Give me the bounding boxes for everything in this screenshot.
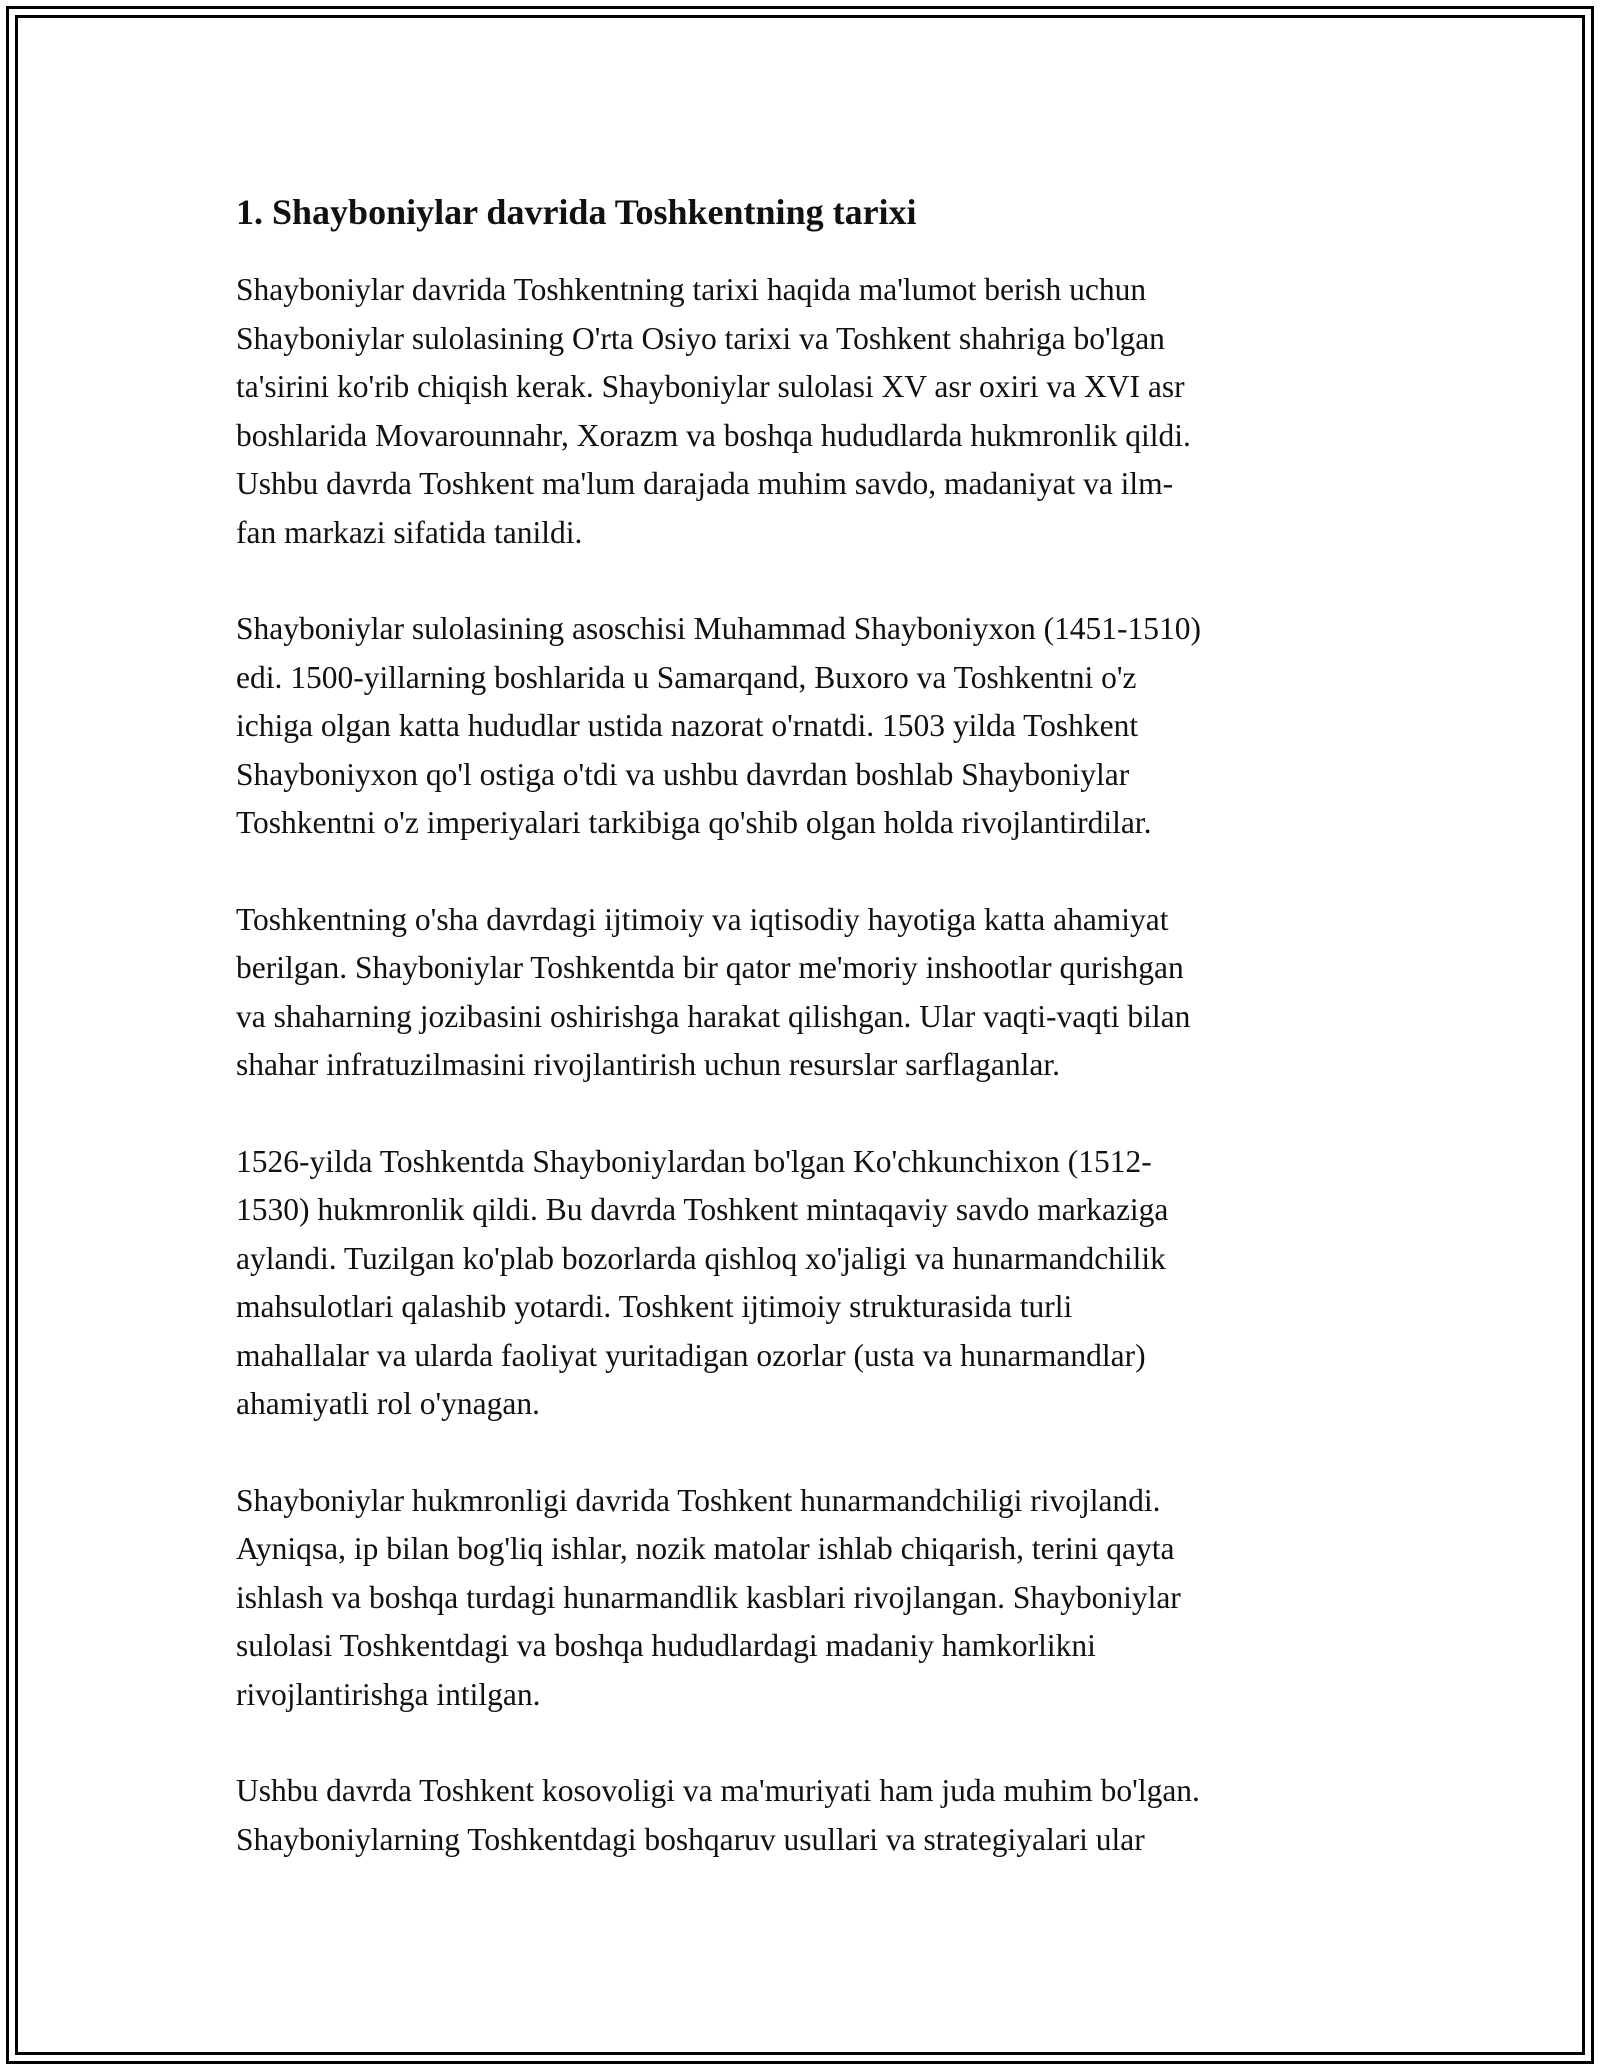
text-line: Ayniqsa, ip bilan bog'liq ishlar, nozik matolar ishlab chiqarish, terini qayta <box>236 1531 1175 1566</box>
text-line: ta'sirini ko'rib chiqish kerak. Shayboniylar sulolasi XV asr oxiri va XVI asr <box>236 369 1185 404</box>
text-line: Shayboniylar hukmronligi davrida Toshkent hunarmandchiligi rivojlandi. <box>236 1482 1161 1518</box>
text-line: aylandi. Tuzilgan ko'plab bozorlarda qishloq xo'jaligi va hunarmandchilik <box>236 1240 1166 1276</box>
text-line: Ushbu davrda Toshkent ma'lum darajada muhim savdo, madaniyat va ilm- <box>236 466 1174 501</box>
text-line: edi. 1500-yillarning boshlarida u Samarqand, Buxoro va Toshkentni o'z <box>236 659 1137 695</box>
paragraph-1 <box>236 266 1376 557</box>
text-line: 1530) hukmronlik qildi. Bu davrda Toshkent mintaqaviy savdo markaziga <box>236 1192 1169 1227</box>
text-line: Toshkentning o'sha davrdagi ijtimoiy va iqtisodiy hayotiga katta ahamiyat <box>236 901 1169 937</box>
section-title: 1. Shayboniylar davrida Toshkentning tarixi <box>236 192 917 232</box>
paragraph-5 <box>236 1477 1376 1720</box>
text-line: sulolasi Toshkentdagi va boshqa hududlardagi madaniy hamkorlikni <box>236 1628 1096 1663</box>
paragraph-4 <box>236 1138 1376 1429</box>
text-line: Shayboniylar sulolasining asoschisi Muhammad Shayboniyxon (1451-1510) <box>236 611 1202 646</box>
text-line: berilgan. Shayboniylar Toshkentda bir qator me'moriy inshootlar qurishgan <box>236 950 1184 985</box>
text-line: Shayboniyxon qo'l ostiga o'tdi va ushbu davrdan boshlab Shayboniylar <box>236 756 1130 792</box>
paragraph-3 <box>236 896 1376 1090</box>
text-line: shahar infratuzilmasini rivojlantirish uchun resurslar sarflaganlar. <box>236 1047 1060 1082</box>
text-line: ishlash va boshqa turdagi hunarmandlik kasblari rivojlangan. Shayboniylar <box>236 1579 1181 1615</box>
text-line: mahallalar va ularda faoliyat yuritadigan ozorlar (usta va hunarmandlar) <box>236 1337 1146 1373</box>
document-body <box>236 186 1376 1912</box>
text-line: Shayboniylarning Toshkentdagi boshqaruv usullari va strategiyalari ular <box>236 1821 1145 1857</box>
text-line: rivojlantirishga intilgan. <box>236 1676 541 1712</box>
text-line: boshlarida Movarounnahr, Xorazm va boshqa hududlarda hukmronlik qildi. <box>236 417 1191 453</box>
text-line: ichiga olgan katta hududlar ustida nazorat o'rnatdi. 1503 yilda Toshkent <box>236 708 1139 743</box>
text-line: ahamiyatli rol o'ynagan. <box>236 1386 540 1421</box>
paragraph-2 <box>236 605 1376 848</box>
text-line: 1526-yilda Toshkentda Shayboniylardan bo'lgan Ko'chkunchixon (1512- <box>236 1143 1152 1179</box>
text-line: Shayboniylar davrida Toshkentning tarixi haqida ma'lumot berish uchun <box>236 272 1147 307</box>
paragraph-6 <box>236 1767 1376 1864</box>
text-line: va shaharning jozibasini oshirishga harakat qilishgan. Ular vaqti-vaqti bilan <box>236 998 1191 1034</box>
text-line: Ushbu davrda Toshkent kosovoligi va ma'muriyati ham juda muhim bo'lgan. <box>236 1773 1200 1808</box>
text-line: fan markazi sifatida tanildi. <box>236 514 583 550</box>
text-line: mahsulotlari qalashib yotardi. Toshkent ijtimoiy strukturasida turli <box>236 1289 1073 1324</box>
text-line: Shayboniylar sulolasining O'rta Osiyo tarixi va Toshkent shahriga bo'lgan <box>236 320 1165 356</box>
text-line: Toshkentni o'z imperiyalari tarkibiga qo'shib olgan holda rivojlantirdilar. <box>236 805 1152 840</box>
